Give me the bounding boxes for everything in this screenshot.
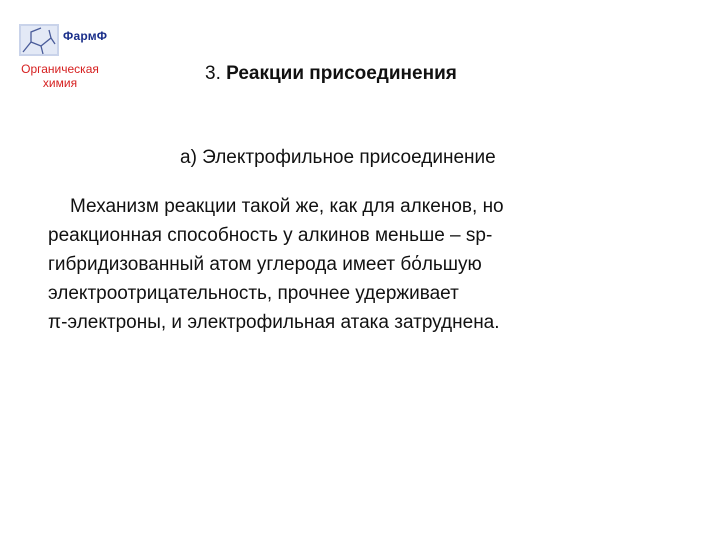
molecule-logo-icon bbox=[19, 24, 59, 56]
subject-label bbox=[0, 62, 120, 90]
brand-name: ФармФ bbox=[63, 29, 108, 43]
title-text: Реакции присоединения bbox=[226, 63, 457, 84]
body-line: реакционная способность у алкинов меньше – sp- bbox=[48, 225, 493, 246]
body-line: Механизм реакции такой же, как для алкенов, но bbox=[70, 196, 504, 217]
body-paragraph bbox=[48, 192, 648, 337]
body-line: π-электроны, и электрофильная атака затруднена. bbox=[48, 312, 500, 333]
subject-line-1: Органическая bbox=[21, 62, 99, 76]
body-line: электроотрицательность, прочнее удерживает bbox=[48, 283, 459, 304]
slide-title bbox=[205, 63, 457, 85]
subject-line-2: химия bbox=[42, 76, 78, 90]
slide-subtitle: а) Электрофильное присоединение bbox=[180, 147, 496, 168]
body-line: гибридизованный атом углерода имеет бόльшую bbox=[48, 254, 482, 275]
title-number: 3. bbox=[205, 63, 221, 84]
